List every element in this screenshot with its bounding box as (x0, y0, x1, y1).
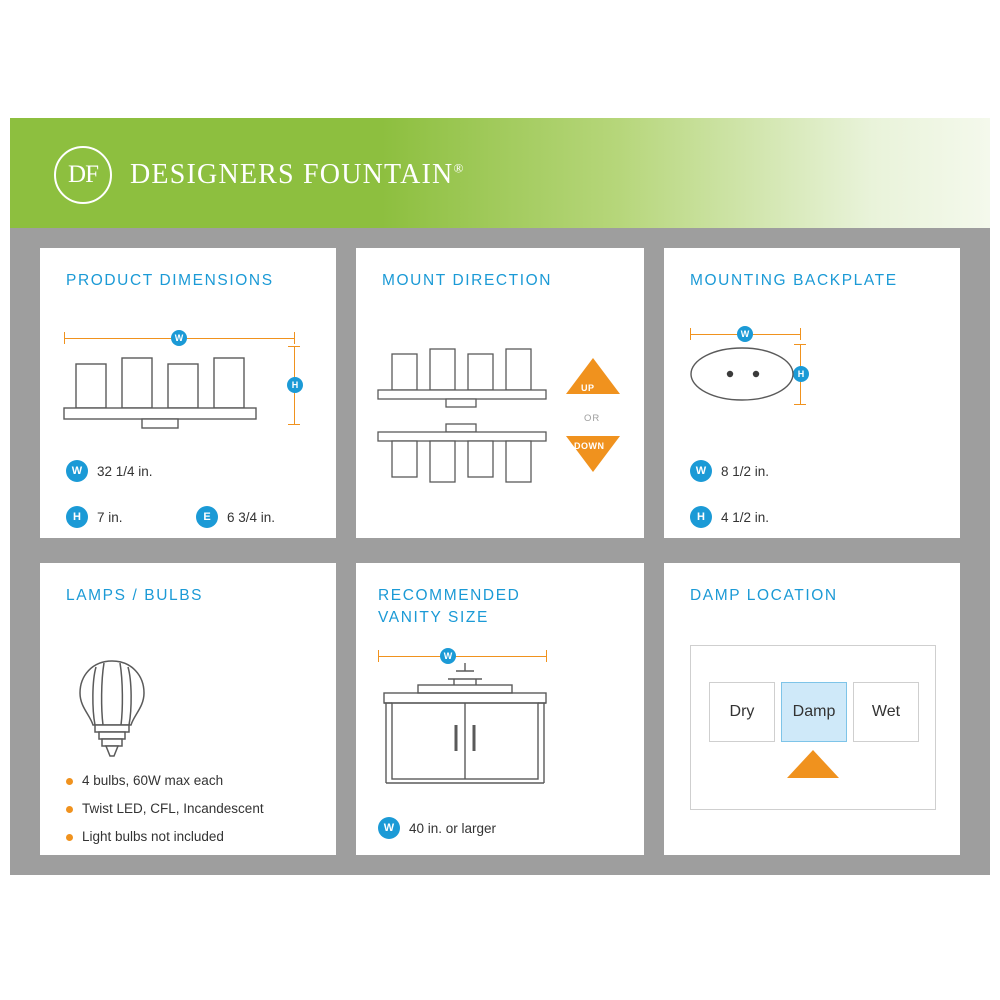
badge-h: H (690, 506, 712, 528)
card-product-dimensions (40, 248, 336, 538)
bullet-item (66, 829, 316, 844)
vanity-width-badge-small: W (440, 648, 456, 664)
backplate-width-cap-right (800, 328, 801, 340)
dimension-value-width: 32 1/4 in. (97, 463, 153, 479)
backplate-value-width: 8 1/2 in. (721, 463, 770, 479)
badge-e: E (196, 506, 218, 528)
width-arrow-cap-right (294, 332, 295, 344)
bullet-item (66, 773, 316, 788)
backplate-height-badge-small: H (793, 366, 809, 382)
bullet-text: Light bulbs not included (82, 829, 224, 844)
backplate-drawing (686, 340, 806, 410)
height-badge-small: H (287, 377, 303, 393)
location-rating-panel (690, 645, 936, 810)
vanity-width-arrow-line (378, 656, 546, 657)
dimension-row-width (66, 460, 153, 482)
brand-name (130, 159, 465, 191)
card-title-damp-location: DAMP LOCATION (690, 587, 838, 604)
card-title-recommended-vanity-size (378, 585, 520, 630)
or-label: OR (584, 413, 601, 424)
up-arrow-label: UP (581, 383, 595, 393)
backplate-width-badge-small: W (737, 326, 753, 342)
vanity-cabinet-drawing (370, 659, 560, 789)
vanity-value-width: 40 in. or larger (409, 820, 497, 836)
backplate-row-width (690, 460, 769, 482)
down-arrow-label: DOWN (574, 441, 605, 451)
dimension-value-extension: 6 3/4 in. (227, 509, 276, 525)
card-title-line2: VANITY SIZE (378, 609, 489, 627)
card-recommended-vanity-size (356, 563, 644, 855)
location-option-dry[interactable]: Dry (709, 682, 775, 742)
monogram-icon: DF (54, 146, 112, 204)
bullet-dot-icon (66, 834, 73, 841)
bullet-text: Twist LED, CFL, Incandescent (82, 801, 264, 816)
bullet-text: 4 bulbs, 60W max each (82, 773, 224, 788)
bullet-dot-icon (66, 778, 73, 785)
brand-logo (54, 146, 465, 204)
badge-w: W (66, 460, 88, 482)
brand-name-text: DESIGNERS FOUNTAIN (130, 159, 454, 190)
card-title-mounting-backplate: MOUNTING BACKPLATE (690, 272, 898, 289)
fixture-down-orientation-drawing (374, 420, 564, 492)
card-title-product-dimensions: PRODUCT DIMENSIONS (66, 272, 274, 289)
badge-w: W (690, 460, 712, 482)
selection-pointer-icon (787, 750, 839, 778)
light-bulb-icon (70, 655, 154, 765)
dimension-row-height (66, 506, 123, 528)
fixture-up-orientation-drawing (374, 344, 564, 416)
location-option-damp[interactable]: Damp (781, 682, 847, 742)
width-badge-small: W (171, 330, 187, 346)
dimension-row-extension (196, 506, 275, 528)
bullet-item (66, 801, 316, 816)
dimension-value-height: 7 in. (97, 509, 123, 525)
width-arrow-cap-left (64, 332, 65, 344)
location-option-wet[interactable]: Wet (853, 682, 919, 742)
backplate-value-height: 4 1/2 in. (721, 509, 770, 525)
card-damp-location (664, 563, 960, 855)
vanity-fixture-drawing (60, 344, 300, 430)
registered-mark: ® (453, 160, 465, 176)
card-mount-direction (356, 248, 644, 538)
card-title-line1: RECOMMENDED (378, 587, 521, 604)
card-title-lamps-bulbs: LAMPS / BULBS (66, 587, 204, 604)
badge-h: H (66, 506, 88, 528)
bullet-dot-icon (66, 806, 73, 813)
card-mounting-backplate (664, 248, 960, 538)
backplate-row-height (690, 506, 769, 528)
backplate-width-cap-left (690, 328, 691, 340)
card-lamps-bulbs (40, 563, 336, 855)
card-title-mount-direction: MOUNT DIRECTION (382, 272, 553, 289)
badge-w: W (378, 817, 400, 839)
vanity-row-width (378, 817, 496, 839)
